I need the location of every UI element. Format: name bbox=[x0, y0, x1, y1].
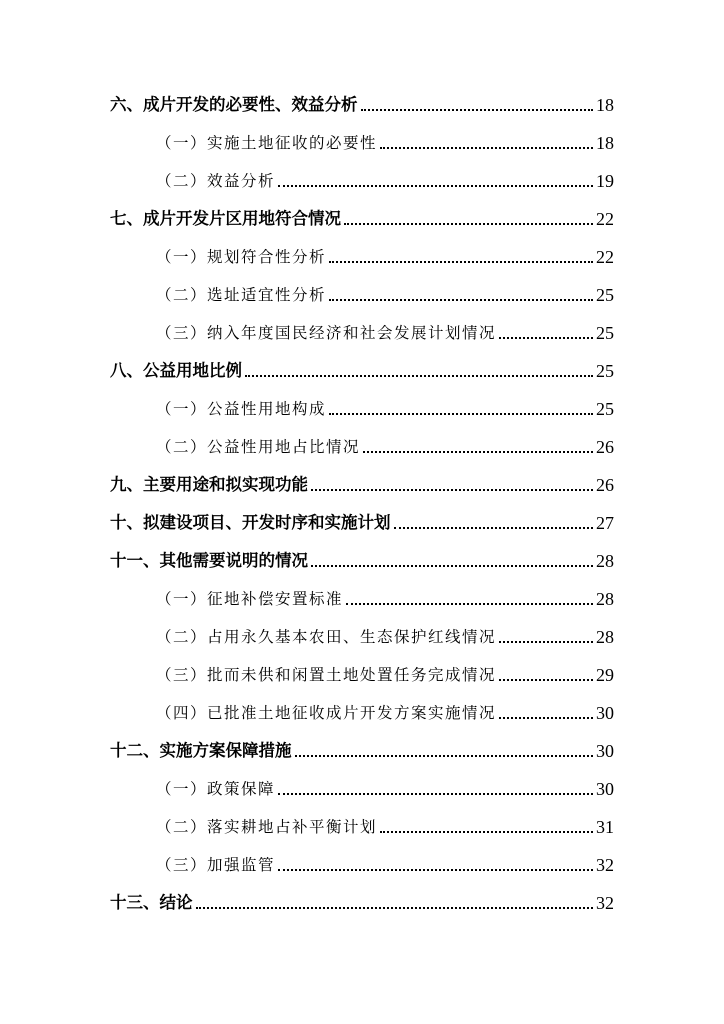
toc-entry-title: 六、成片开发的必要性、效益分析 bbox=[110, 95, 358, 114]
toc-entry-section[interactable] bbox=[156, 434, 614, 460]
dot-leader bbox=[499, 717, 593, 719]
toc-entry-title: （二）效益分析 bbox=[156, 172, 276, 190]
toc-entry-section[interactable] bbox=[156, 244, 614, 270]
dot-leader bbox=[380, 147, 593, 149]
toc-entry-page: 22 bbox=[596, 209, 614, 229]
toc-entry-section[interactable] bbox=[156, 624, 614, 650]
toc-entry-section[interactable] bbox=[156, 586, 614, 612]
toc-entry-page: 28 bbox=[596, 589, 614, 609]
toc-entry-section[interactable] bbox=[156, 852, 614, 878]
dot-leader bbox=[394, 527, 594, 529]
toc-entry-page: 25 bbox=[596, 285, 614, 305]
toc-entry-page: 26 bbox=[596, 437, 614, 457]
toc-entry-chapter-11[interactable] bbox=[110, 548, 614, 574]
toc-entry-chapter-8[interactable] bbox=[110, 358, 614, 384]
dot-leader bbox=[245, 375, 593, 377]
toc-entry-section[interactable] bbox=[156, 320, 614, 346]
dot-leader bbox=[499, 641, 593, 643]
toc-entry-section[interactable] bbox=[156, 700, 614, 726]
toc-entry-page: 22 bbox=[596, 247, 614, 267]
toc-entry-chapter-10[interactable] bbox=[110, 510, 614, 536]
dot-leader bbox=[329, 413, 593, 415]
dot-leader bbox=[346, 603, 593, 605]
dot-leader bbox=[311, 565, 593, 567]
dot-leader bbox=[278, 185, 593, 187]
toc-entry-section[interactable] bbox=[156, 130, 614, 156]
dot-leader bbox=[295, 755, 594, 757]
toc-entry-page: 19 bbox=[596, 171, 614, 191]
toc-entry-title: （二）选址适宜性分析 bbox=[156, 286, 327, 304]
dot-leader bbox=[278, 793, 593, 795]
toc-entry-title: （三）批而未供和闲置土地处置任务完成情况 bbox=[156, 666, 497, 684]
dot-leader bbox=[363, 451, 593, 453]
toc-entry-title: （四）已批准土地征收成片开发方案实施情况 bbox=[156, 704, 497, 722]
toc-entry-page: 25 bbox=[596, 323, 614, 343]
toc-entry-chapter-6[interactable] bbox=[110, 92, 614, 118]
toc-entry-page: 28 bbox=[596, 627, 614, 647]
dot-leader bbox=[329, 299, 593, 301]
toc-entry-title: 十二、实施方案保障措施 bbox=[110, 741, 292, 760]
toc-entry-page: 30 bbox=[596, 779, 614, 799]
toc-entry-section[interactable] bbox=[156, 662, 614, 688]
toc-entry-page: 18 bbox=[596, 95, 614, 115]
dot-leader bbox=[499, 679, 593, 681]
toc-entry-section[interactable] bbox=[156, 396, 614, 422]
dot-leader bbox=[196, 907, 594, 909]
toc-entry-chapter-7[interactable] bbox=[110, 206, 614, 232]
dot-leader bbox=[361, 109, 594, 111]
toc-entry-title: （一）规划符合性分析 bbox=[156, 248, 327, 266]
toc-entry-title: （一）公益性用地构成 bbox=[156, 400, 327, 418]
toc-entry-title: 七、成片开发片区用地符合情况 bbox=[110, 209, 341, 228]
dot-leader bbox=[344, 223, 593, 225]
toc-entry-page: 32 bbox=[596, 893, 614, 913]
toc-entry-section[interactable] bbox=[156, 168, 614, 194]
toc-entry-chapter-12[interactable] bbox=[110, 738, 614, 764]
toc-entry-title: 八、公益用地比例 bbox=[110, 361, 242, 380]
toc-entry-chapter-13[interactable] bbox=[110, 890, 614, 916]
toc-entry-title: （一）征地补偿安置标准 bbox=[156, 590, 344, 608]
toc-entry-page: 29 bbox=[596, 665, 614, 685]
toc-entry-title: （一）政策保障 bbox=[156, 780, 276, 798]
toc-entry-title: 十一、其他需要说明的情况 bbox=[110, 551, 308, 570]
toc-entry-title: 九、主要用途和拟实现功能 bbox=[110, 475, 308, 494]
toc-entry-title: 十、拟建设项目、开发时序和实施计划 bbox=[110, 513, 391, 532]
toc-entry-page: 30 bbox=[596, 703, 614, 723]
dot-leader bbox=[329, 261, 593, 263]
dot-leader bbox=[499, 337, 593, 339]
toc-entry-title: （二）落实耕地占补平衡计划 bbox=[156, 818, 378, 836]
toc-entry-page: 25 bbox=[596, 361, 614, 381]
toc-entry-section[interactable] bbox=[156, 814, 614, 840]
toc-entry-title: （一）实施土地征收的必要性 bbox=[156, 134, 378, 152]
toc-entry-title: （二）占用永久基本农田、生态保护红线情况 bbox=[156, 628, 497, 646]
toc-entry-title: 十三、结论 bbox=[110, 893, 193, 912]
toc-entry-page: 30 bbox=[596, 741, 614, 761]
toc-entry-title: （二）公益性用地占比情况 bbox=[156, 438, 361, 456]
toc-entry-section[interactable] bbox=[156, 282, 614, 308]
toc-entry-title: （三）纳入年度国民经济和社会发展计划情况 bbox=[156, 324, 497, 342]
toc-entry-page: 18 bbox=[596, 133, 614, 153]
dot-leader bbox=[278, 869, 593, 871]
toc-entry-page: 26 bbox=[596, 475, 614, 495]
dot-leader bbox=[311, 489, 593, 491]
toc-entry-chapter-9[interactable] bbox=[110, 472, 614, 498]
toc-entry-title: （三）加强监管 bbox=[156, 856, 276, 874]
toc-entry-page: 31 bbox=[596, 817, 614, 837]
toc-entry-page: 27 bbox=[596, 513, 614, 533]
toc-entry-page: 32 bbox=[596, 855, 614, 875]
toc-entry-section[interactable] bbox=[156, 776, 614, 802]
toc-entry-page: 28 bbox=[596, 551, 614, 571]
dot-leader bbox=[380, 831, 593, 833]
toc-entry-page: 25 bbox=[596, 399, 614, 419]
